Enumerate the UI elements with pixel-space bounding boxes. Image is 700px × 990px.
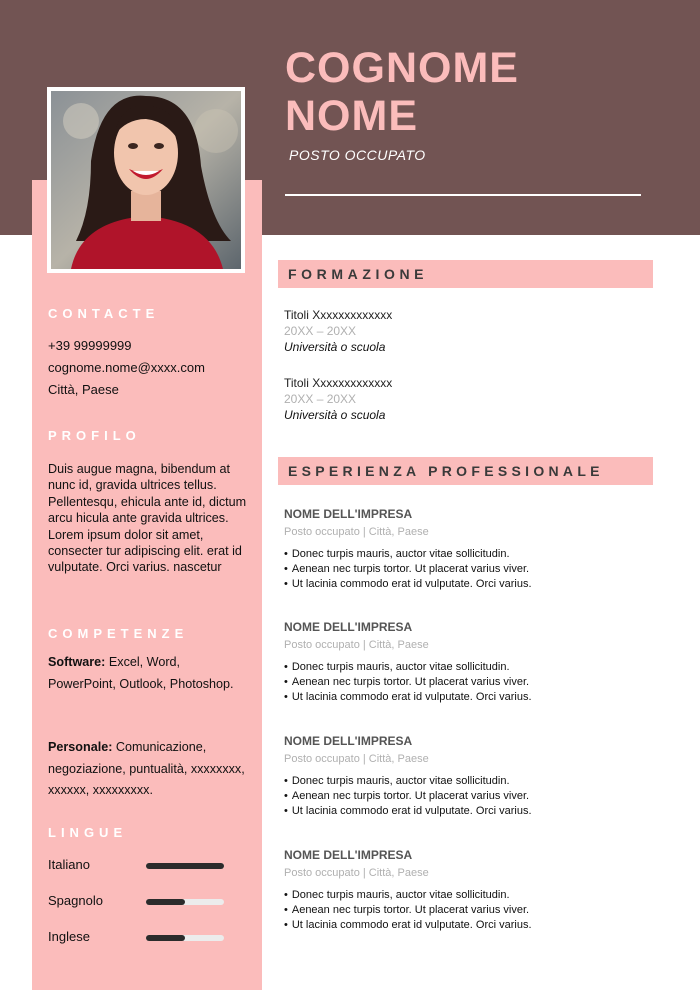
job-bullets [284,774,644,819]
job-bullet: • Ut lacinia commodo erat id vulputate. Orci varius. [284,918,644,933]
contacts-heading: CONTACTE [48,306,160,321]
header-divider [285,194,641,196]
job-bullet: • Aenean nec turpis tortor. Ut placerat varius viver. [284,562,644,577]
full-name [285,44,519,140]
language-name: Italiano [48,857,90,872]
language-level-fill [146,935,185,941]
job-bullets [284,547,644,592]
job-bullet: • Ut lacinia commodo erat id vulputate. Orci varius. [284,804,644,819]
job-entry [284,620,644,705]
experience-heading: ESPERIENZA PROFESSIONALE [288,463,604,479]
skills-personal-text: Comunicazione, negoziazione, puntualità, xxxxxxxx, xxxxxx, xxxxxxxxx. [48,740,245,797]
experience-section-bar [278,457,653,485]
job-bullets [284,888,644,933]
education-school: Università o scuola [284,340,386,354]
profile-photo [51,91,241,269]
profile-heading: PROFILO [48,428,141,443]
job-entry [284,507,644,592]
job-bullet: • Donec turpis mauris, auctor vitae sollicitudin. [284,888,644,903]
contact-email: cognome.nome@xxxx.com [48,360,205,375]
firstname: NOME [285,92,418,140]
profile-text: Duis augue magna, bibendum at nunc id, gravida ultrices tellus. Pellentesqu, ehicula ante id, dictum arcu hicula ante gravida ultrices. Lorem ipsum dolor sit amet, consecter tur adipiscing elit. erat id vulputate. Orci varius. nascetur [48,462,247,575]
job-bullet: • Ut lacinia commodo erat id vulputate. Orci varius. [284,690,644,705]
job-bullet: • Donec turpis mauris, auctor vitae sollicitudin. [284,660,644,675]
skills-software-text: Excel, Word, PowerPoint, Outlook, Photoshop. [48,655,234,691]
job-bullets [284,660,644,705]
job-meta: Posto occupato | Città, Paese [284,639,429,651]
surname: COGNOME [285,44,519,92]
language-name: Spagnolo [48,893,103,908]
job-company: NOME DELL'IMPRESA [284,848,413,862]
job-company: NOME DELL'IMPRESA [284,507,413,521]
portrait-image [51,91,241,269]
languages-heading: LINGUE [48,825,128,840]
job-bullet: • Donec turpis mauris, auctor vitae sollicitudin. [284,774,644,789]
job-bullet: • Ut lacinia commodo erat id vulputate. Orci varius. [284,577,644,592]
education-item [284,307,584,355]
skills-personal-label: Personale: [48,740,113,754]
job-entry [284,734,644,819]
education-title: Titoli Xxxxxxxxxxxxx [284,308,393,322]
language-level-bar [146,935,224,941]
skills-software [48,652,248,695]
education-title: Titoli Xxxxxxxxxxxxx [284,376,393,390]
education-dates: 20XX – 20XX [284,392,357,406]
job-meta: Posto occupato | Città, Paese [284,867,429,879]
language-level-fill [146,899,185,905]
job-bullet: • Donec turpis mauris, auctor vitae sollicitudin. [284,547,644,562]
job-bullet: • Aenean nec turpis tortor. Ut placerat varius viver. [284,675,644,690]
language-level-bar [146,899,224,905]
contact-location: Città, Paese [48,382,119,397]
contact-phone: +39 99999999 [48,338,132,353]
language-level-fill [146,863,224,869]
job-meta: Posto occupato | Città, Paese [284,526,429,538]
profile-photo-frame [47,87,245,273]
education-heading: FORMAZIONE [288,266,429,282]
education-dates: 20XX – 20XX [284,324,357,338]
job-company: NOME DELL'IMPRESA [284,620,413,634]
skills-heading: COMPETENZE [48,626,189,641]
skills-software-label: Software: [48,655,106,669]
language-name: Inglese [48,929,90,944]
skills-personal [48,737,248,802]
education-section-bar [278,260,653,288]
job-entry [284,848,644,933]
job-meta: Posto occupato | Città, Paese [284,753,429,765]
job-bullet: • Aenean nec turpis tortor. Ut placerat varius viver. [284,789,644,804]
job-company: NOME DELL'IMPRESA [284,734,413,748]
job-bullet: • Aenean nec turpis tortor. Ut placerat varius viver. [284,903,644,918]
education-school: Università o scuola [284,408,386,422]
education-item [284,375,584,423]
language-level-bar [146,863,224,869]
job-title: POSTO OCCUPATO [289,147,426,163]
